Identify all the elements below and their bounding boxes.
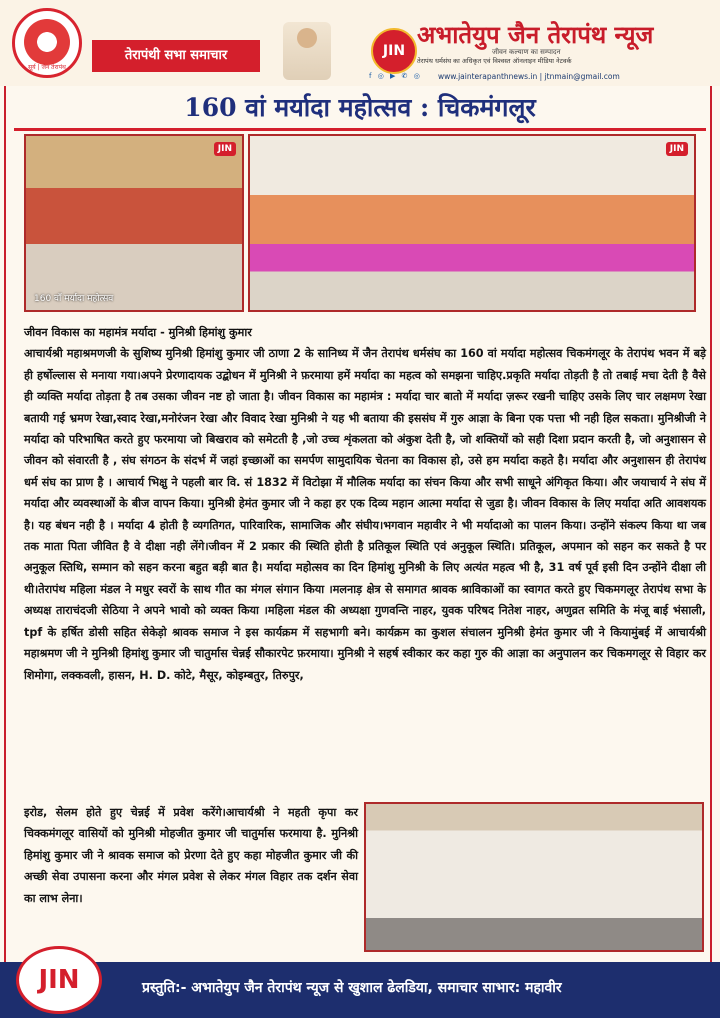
title-divider: [14, 128, 706, 131]
article-paragraph: आचार्यश्री महाश्रमणजी के सुशिष्य मुनिश्री हिमांशु कुमार जी ठाणा 2 के सानिध्य में जैन तेरापंथ धर्मसंघ का 160 वां मर्यादा महोत्सव चिकमंगलूर के तेरापंथ भवन में बड़े ही हर्षोल्लास से मनाया गया।अपने प्रेरणादायक उद्बोधन में मुनिश्री ने फ़रमाया हमें मर्यादा का महत्व को समझना चाहिए.प्रकृति मर्यादा तोड़ती है तो तबाई मचा देती है वैसे ही व्यक्ति मर्यादा तोड़ता है तब उसका जीवन नष्ट हो जाता है। जीवन विकास का महामंत्र : मर्यादा चार बातो में मर्यादा ज़रूर रखनी चाहिए उसके लिए चार लक्षमण रेखा बतायी गई भ्रमण रेखा,स्वाद रेखा,मनोरंजन रेखा और विवाद रेखा मुनिश्री ने यह भी बताया की इससंघ में गुरु आज्ञा के बिना एक पत्ता भी नही हिल सकता। मुनिश्रीजी ने मर्यादा को परिभाषित करते हुए फरमाया जो बिखराव को समेटती है ,जो उच्च शृंकलता को अंकुश देती है, जो शक्तियों को सही दिशा प्रदान करती है, जो अनुशासन से जीवन को संवारती है , संघ संगठन के संदर्भ में जहां इच्छाओं का समर्पण सामुदायिक चेतना का विकास हो, उसे हम मर्यादा कहते है। मर्यादा और अनुशासन ही तेरापंथ धर्म संघ का प्राण है । आचार्य भिक्षु ने पहली बार वि. सं 1832 में विटोझा में मौलिक मर्यादा का संचन किया और सभी साधूने अंगिकृत किया। और जयाचार्य ने संघ में मर्यादा और व्यवस्थाओं के बीज वापन किया। मुनिश्री हेमंत कुमार जी ने कहा हर एक दिव्य महान आत्मा मर्यादा से जुडा है। जीवन विकास के लिए मर्यादा अति आवशयक है। यह बंधन नही है । मर्यादा 4 होती है व्यगतिगत, पारिवारिक, सामाजिक और संघीय।भगवान महावीर ने भी मर्यादाओ का पालन किया। उन्होंने संकल्प किया था जब तक माता पिता जीवित है वे दीक्षा नही लेंगे।जीवन में 2 प्रकार की स्थिति होती है प्रतिकूल स्थिति एवं अनुकूल स्थिति। प्रतिकूल, अपमान को सहन कर सकते है पर अनुकूल स्तिथि, सम्मान को सहन करना बहुत बड़ी बात है। मर्यादा महोत्सव का दिन हिमांशु मुनिश्री के लिए अत्यंत महत्व भी है, 31 वर्ष पूर्व इसी दिन उन्होंने दीक्षा ली थी।तेरापंथ महिला मंडल ने मधुर स्वरों के साथ गीत का मंगल संगान किया ।मलनाड़ क्षेत्र से समागत श्रावक श्राविकाओं का स्वागत करते हुए चिकमगलूर तेरापंथ सभा के अध्यक्ष ताराचंदजी सेठिया ने अपने भावो को व्यक्त किया ।महिला मंडल की अध्यक्षा गुणवन्ति नाहर, युवक परिषद नितेश नाहर, अणुव्रत समिति के मंजू बाई भंसाली, tpf के हर्षित डोसी सहित सेकेड़ो श्रावक समाज ने इस कार्यक्रम में सहभागी बने। कार्यक्रम का कुशल संचालन मुनिश्री हेमंत कुमार जी ने कियामुंबई में आचार्यश्री महाश्रमण जी ने मुनिश्री हिमांशु कुमार जी चातुर्मास चेन्नई सौकारपेट फ़रमाया। मुनिश्री ने सहर्ष स्वीकार कर कहा गुरु की आज्ञा का अनुपालन कर चिकमगलूर से विहार कर शिमोगा, लक्कवली, हासन, H. D. कोटे, मैसूर, कोइम्बतुर, तिरुपुर,: [24, 347, 706, 682]
sabha-logo: [12, 8, 82, 78]
event-photo-audience: [248, 134, 696, 312]
article-continuation: इरोड, सेलम होते हुए चेन्नई में प्रवेश करेंगे।आचार्यश्री ने महती कृपा कर चिक्कमंगलूर वासियों को मुनिश्री मोहजीत कुमार जी चातुर्मास फरमाया है. मुनिश्री हिमांशु कुमार जी ने श्रावक समाज को प्रेरणा देते हुए कहा मोहजीत कुमार जी की अच्छी सेवा उपासना करना और मंगल प्रवेश से लेकर मंगल विहार तक दर्शन सेवा का लाभ लेना।: [24, 806, 358, 905]
jin-logo: JIN: [371, 28, 417, 74]
article-body: [24, 322, 706, 686]
sun-emblem-icon: [24, 19, 70, 65]
brand-title: अभातेयुप जैन तेरापंथ न्यूज: [417, 21, 654, 49]
logo-caption: सूर्य | जैन तेरापंथ: [28, 64, 66, 71]
footer-credit: प्रस्तुति:- अभातेयुप जैन तेरापंथ न्यूज से खुशाल ढेलडिया, समाचार साभार: महावीर: [142, 980, 562, 996]
page-title: 160 वां मर्यादा महोत्सव : चिकमंगलूर: [184, 93, 536, 122]
photo-tag: JIN: [666, 142, 688, 156]
event-photo-stage: [24, 134, 244, 312]
brand-tagline: जीवन कल्याण का सम्पादन: [492, 48, 561, 56]
title-row: [0, 88, 720, 128]
header: [0, 0, 720, 86]
article-subtitle: जीवन विकास का महामंत्र मर्यादा - मुनिश्री हिमांशु कुमार: [24, 326, 252, 339]
footer-jin-logo: JIN: [16, 946, 102, 1014]
photo-tag: JIN: [214, 142, 236, 156]
section-banner: तेरापंथी सभा समाचार: [92, 40, 260, 72]
social-icons[interactable]: f ◎ ▶ ✆ ◎: [369, 72, 422, 80]
acharya-portrait: [283, 22, 331, 80]
event-photo-gathering: [364, 802, 704, 952]
photo-caption: 160 वाँ मर्यादा महोत्सव: [34, 294, 114, 304]
website-link[interactable]: www.jainterapanthnews.in | jtnmain@gmail.com: [438, 72, 620, 81]
brand-subtagline: तेरापंथ धर्मसंघ का अधिकृत एवं विश्वस्त ऑनलाइन मीडिया नेटवर्क: [417, 57, 572, 65]
